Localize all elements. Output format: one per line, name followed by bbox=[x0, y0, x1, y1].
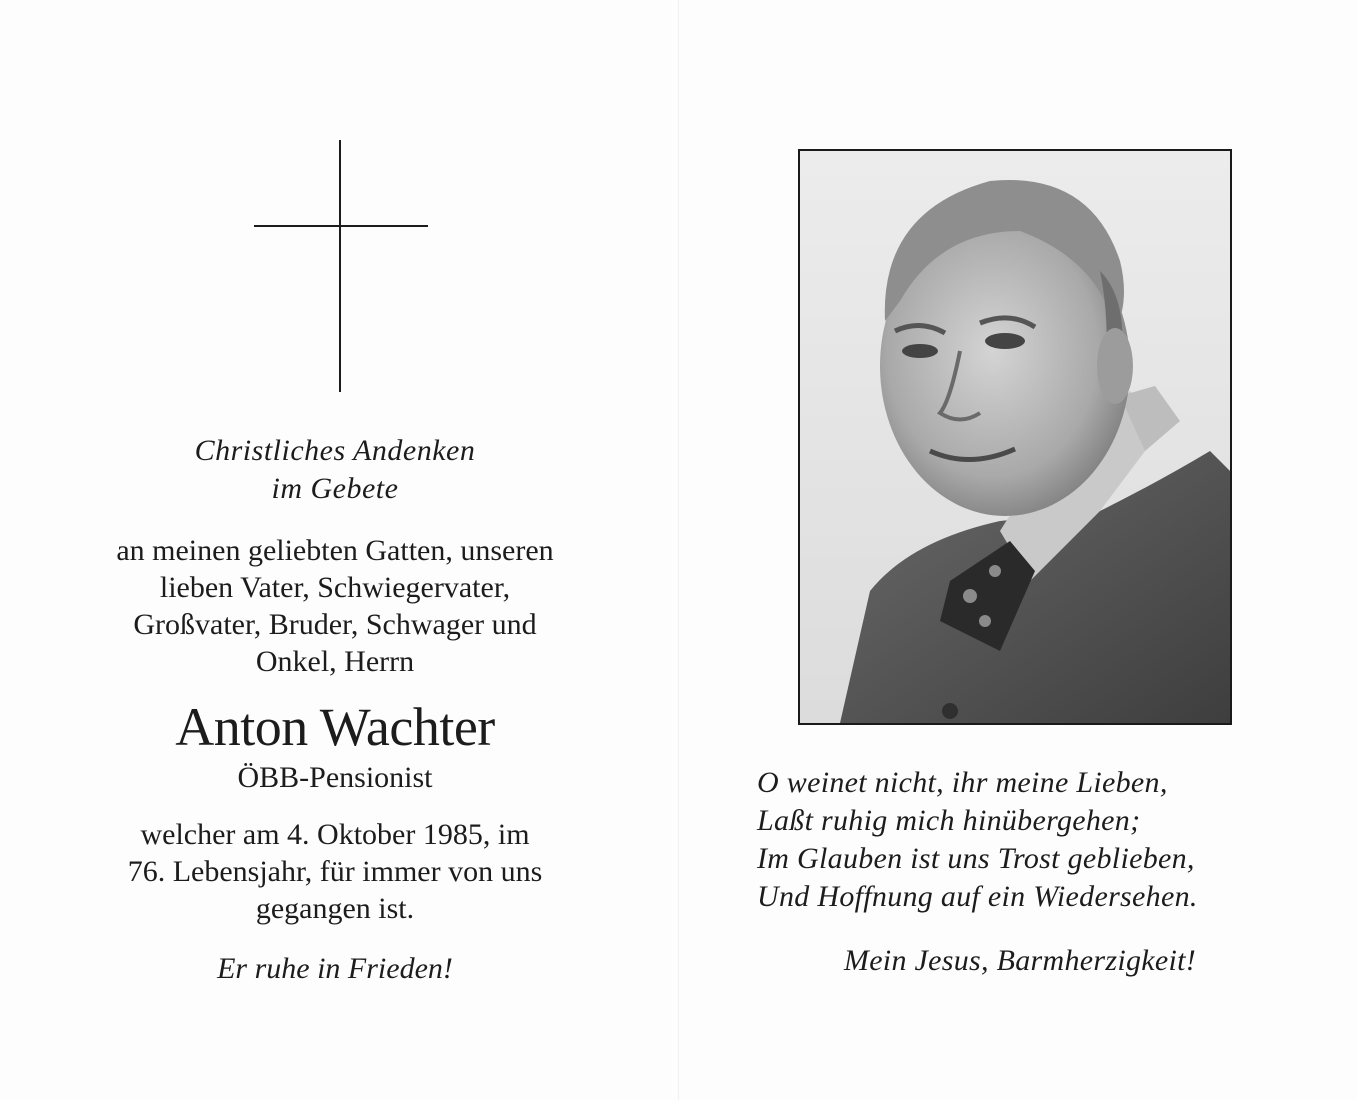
left-page bbox=[0, 0, 678, 1100]
profession: ÖBB-Pensionist bbox=[237, 761, 433, 794]
death-line: gegangen ist. bbox=[255, 892, 415, 925]
deceased-name: Anton Wachter bbox=[175, 697, 495, 757]
portrait-photo bbox=[798, 149, 1232, 725]
intro-text bbox=[30, 532, 640, 680]
intro-line: Onkel, Herrn bbox=[255, 645, 415, 678]
heading-line: Christliches Andenken bbox=[194, 434, 476, 467]
intro-line: Großvater, Bruder, Schwager und bbox=[133, 608, 537, 641]
poem-line: Und Hoffnung auf ein Wiedersehen. bbox=[757, 880, 1198, 913]
poem-line: Im Glauben ist uns Trost geblieben, bbox=[757, 842, 1195, 875]
poem bbox=[757, 764, 1317, 916]
death-line: welcher am 4. Oktober 1985, im bbox=[140, 818, 530, 851]
death-line: 76. Lebensjahr, für immer von uns bbox=[127, 855, 543, 888]
heading bbox=[30, 432, 640, 508]
intro-line: lieben Vater, Schwiegervater, bbox=[159, 571, 511, 604]
intro-line: an meinen geliebten Gatten, unseren bbox=[116, 534, 554, 567]
closing-prayer: Mein Jesus, Barmherzigkeit! bbox=[843, 944, 1197, 977]
poem-line: O weinet nicht, ihr meine Lieben, bbox=[757, 766, 1168, 799]
heading-line: im Gebete bbox=[271, 472, 399, 505]
poem-line: Laßt ruhig mich hinübergehen; bbox=[757, 804, 1141, 837]
death-notice bbox=[30, 816, 640, 927]
cross-icon bbox=[254, 140, 428, 392]
rest-in-peace: Er ruhe in Frieden! bbox=[217, 952, 453, 985]
